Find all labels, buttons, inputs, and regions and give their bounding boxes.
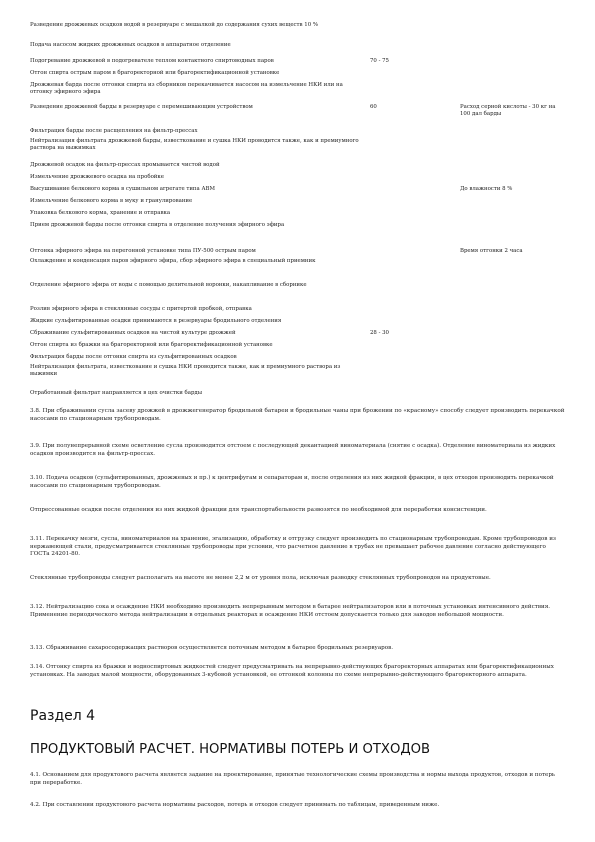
table-cell-c2: 28 - 30 — [370, 330, 389, 336]
paragraph-3-8: 3.8. При сбраживании сусла засеву дрожжей в дрожжегенератор бродильной батареи и бродильные чаны при брожении по «красному» способу следует производить перекачкой насосами по стационарным трубопроводам. — [30, 408, 565, 422]
table-cell-c1: Отделение эфирного эфира от воды с помощью делительной воронки, накапливание в сборнике — [30, 282, 307, 288]
table-cell-c1: Прием дрожжевой барды после отгонки спирта в отделение получения эфирного эфира — [30, 222, 285, 228]
table-cell-c1: Охлаждение и конденсация паров эфирного эфира, сбор эфирного эфира в специальный приемник — [30, 258, 316, 264]
table-cell-c1: Розлив эфирного эфира в стеклянные сосуды с притертой пробкой, отправка — [30, 306, 252, 312]
table-cell-c1: Отгон спирта острым паром в брагоректорной или брагоректификационной установке — [30, 70, 280, 76]
table-cell-c1: Отгонка эфирного эфира на перегонной установке типа ПУ-500 острым паром — [30, 248, 256, 254]
table-cell-c1: Отгон спирта из бражки на брагоректорной или брагоректификационной установке — [30, 342, 273, 348]
table-cell-c1: Разведение дрожжевой барды в резервуаре с перемешивающим устройством — [30, 104, 253, 110]
table-cell-c3: До влажности 8 % — [460, 186, 513, 192]
table-cell-c2: 60 — [370, 104, 377, 110]
table-cell-c3: Время отгонки 2 часа — [460, 248, 523, 254]
table-cell-c1: Сбраживание сульфитированных осадков на чистой культуре дрожжей — [30, 330, 236, 336]
paragraph-3-10-cont: Отпрессованные осадки после отделения из них жидкой фракции для транспортабельности развозятся по необходимой для переработки консистенции. — [30, 507, 487, 513]
table-cell-c1: Подача насосом жидких дрожжевых осадков в аппаратное отделение — [30, 42, 231, 48]
table-cell-c3: Расход серной кислоты - 30 кг на 100 дал барды — [460, 104, 556, 117]
paragraph-3-13: 3.13. Сбраживание сахаросодержащих растворов осуществляется поточным методом в батарее бродильных резервуаров. — [30, 645, 394, 651]
paragraph-3-12: 3.12. Нейтрализацию сока и осаждение НКИ необходимо производить непрерывным методом в батарее нейтрализаторов или в поточных установках интенсивного действия. Применение периодического метода нейтрализации в отдельных реакторах и осаждение НКИ отстоем допускается только для заводов небольшой мощности. — [30, 604, 551, 618]
table-cell-c1: Фильтрация барды после расщепления на фильтр-прессах — [30, 128, 198, 134]
table-cell-c1: Подогревание дрожжевой в подогревателе теплом контактного спиртоводных паров — [30, 58, 274, 64]
section-title: ПРОДУКТОВЫЙ РАСЧЕТ. НОРМАТИВЫ ПОТЕРЬ И ОТХОДОВ — [30, 742, 431, 757]
table-cell-c1: Жидкие сульфитированные осадки принимаются в резервуары бродильного отделения — [30, 318, 282, 324]
paragraph-4-2: 4.2. При составлении продуктового расчета нормативы расходов, потерь и отходов следует принимать по таблицам, приведенным ниже. — [30, 802, 440, 808]
table-cell-c1: Измельчение белкового корма в муку и гранулирование — [30, 198, 193, 204]
table-cell-c1: Упаковка белкового корма, хранение и отправка — [30, 210, 171, 216]
table-cell-c1: Нейтрализация фильтрата, известкование и сушка НКИ проводится также, как и премиумного раствора из выжимки — [30, 364, 341, 377]
table-cell-c1: Дрожжевой осадок на фильтр-прессах промывается чистой водой — [30, 162, 220, 168]
table-cell-c1: Дрожжевая барда после отгонки спирта из сборников перекачивается насосом на измельчение НКИ или на отгонку эфирного эфира — [30, 82, 343, 95]
paragraph-4-1: 4.1. Основанием для продуктового расчета является задание на проектирование, принятые технологические схемы производства и нормы выхода продуктов, отходов и потерь при переработке. — [30, 772, 555, 786]
table-cell-c1: Высушивание белкового корма в сушильном агрегате типа АВМ — [30, 186, 216, 192]
paragraph-3-11-cont: Стеклянные трубопроводы следует располагать на высоте не менее 2,2 м от уровня пола, исключая разводку стеклянных трубопроводов на продуктовые. — [30, 575, 491, 581]
paragraph-3-11: 3.11. Перекачку мезги, сусла, виноматериалов на хранение, эгализацию, обработку и отгрузку следует производить по стационарным трубопроводам. Кроме трубопроводов из нержавеющей стали, предусматривается стеклянные трубопроводы при условии, что расчетное давление в трубах не превышает рабочее давление согласно действующего ГОСТа 24201-80. — [30, 536, 556, 558]
table-cell-c1: Отработанный фильтрат направляется в цех очистки барды — [30, 390, 203, 396]
table-cell-c1: Измельчение дрожжевого осадка на пробойке — [30, 174, 164, 180]
table-cell-c2: 70 - 75 — [370, 58, 389, 64]
section-number: Раздел 4 — [30, 708, 96, 724]
paragraph-3-10: 3.10. Подача осадков (сульфитированных, дрожжевых и пр.) к центрифугам и сепараторам и, после отделения из них жидкой фракции, в цех отходов производить перекачкой насосами по стационарным трубопроводам. — [30, 475, 554, 489]
table-cell-c1: Разведение дрожжевых осадков водой в резервуаре с мешалкой до содержания сухих веществ 10 % — [30, 22, 318, 28]
table-cell-c1: Фильтрация барды после отгонки спирта из сульфитированных осадков — [30, 354, 237, 360]
paragraph-3-9: 3.9. При полунепрерывной схеме осветление сусла производится отстоем с последующей декантацией виноматериала (снятие с осадка). Отделение виноматериала из жидких осадков производится на фильтр-прессах. — [30, 443, 556, 457]
paragraph-3-14: 3.14. Отгонку спирта из бражки и водноспиртовых жидкостей следует предусматривать на непрерывно-действующих брагоректорных аппаратах или брагоректификационных установках. На заводах малой мощности, оборудованных 3-кубовой установкой, ее отгонкой колонны по схеме непрерывно-действующего брагоректорного аппарата. — [30, 664, 554, 678]
table-cell-c1: Нейтрализация фильтрата дрожжевой барды, известкование и сушка НКИ проводится также, как и премиумного раствора на выжимках — [30, 138, 359, 151]
